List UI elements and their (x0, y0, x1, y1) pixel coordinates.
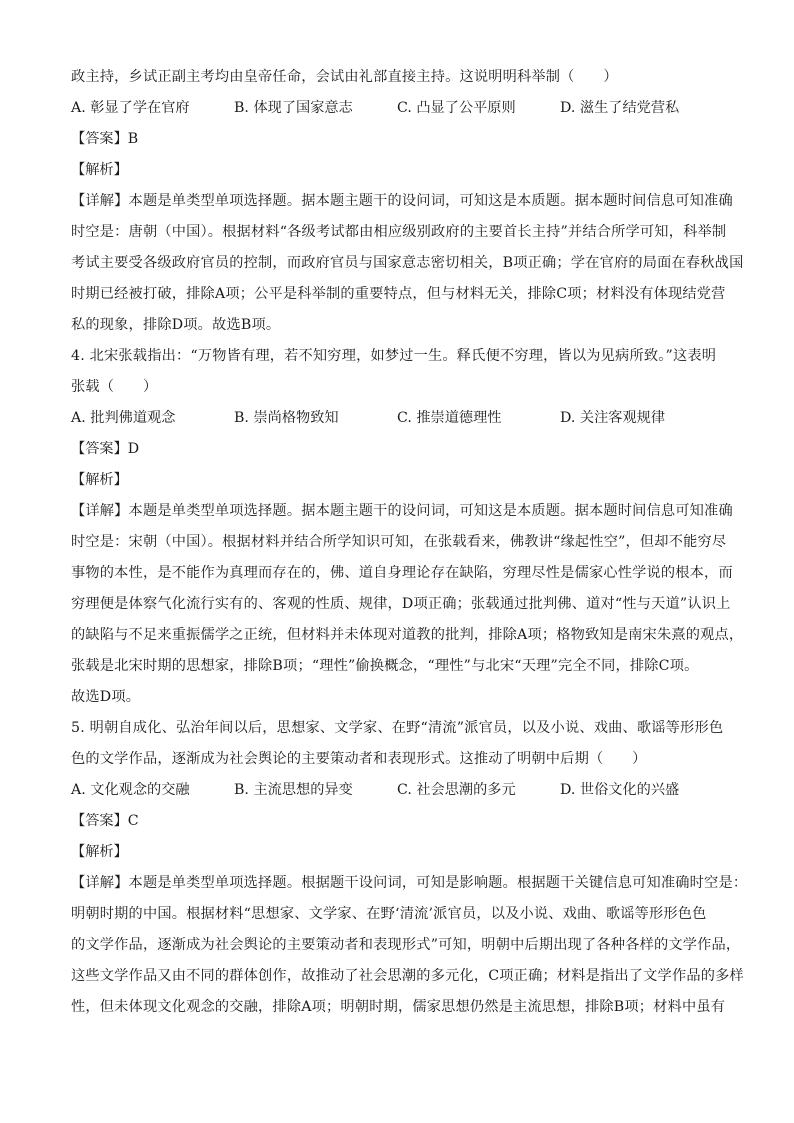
q5-detail-line: 性，但未体现文化观念的交融，排除A项；明朝时期，儒家思想仍然是主流思想，排除B项；材料中虽有 (71, 999, 726, 1015)
q4-analysis-heading: 【解析】 (71, 472, 128, 488)
q5-option-a: A. 文化观念的交融 (71, 782, 190, 798)
q5-analysis-heading: 【解析】 (71, 844, 128, 860)
q4-option-d: D. 关注客观规律 (560, 410, 666, 426)
q4-option-a: A. 批判佛道观念 (71, 410, 176, 426)
q4-detail-line: 张载是北宋时期的思想家，排除B项；“理性”偷换概念，“理性”与北宋“天理”完全不同，排除C项。 (71, 658, 699, 674)
q3-options (71, 93, 723, 124)
q3-detail-line: 时期已经被打破，排除A项；公平是科举制的重要特点，但与材料无关，排除C项；材料没有体现结党营 (71, 286, 726, 302)
q5-option-c: C. 社会思潮的多元 (397, 782, 516, 798)
q4-stem-line: 4. 北宋张载指出：“万物皆有理，若不知穷理，如梦过一生。释氏便不穷理，皆以为见病所致。”这表明 (71, 348, 717, 364)
q3-option-c: C. 凸显了公平原则 (397, 100, 516, 116)
q4-options (71, 403, 723, 434)
q4-stem-line: 张载（ ） (71, 379, 158, 395)
q5-options (71, 775, 723, 806)
q4-answer: 【答案】D (71, 441, 140, 457)
q4-detail-line: 时空是：宋朝（中国）。根据材料并结合所学知识可知，在张载看来，佛教讲“缘起性空”，但却不能穷尽 (71, 534, 727, 550)
q3-detail-line: 考试主要受各级政府官员的控制，而政府官员与国家意志密切相关，B项正确；学在官府的局面在春秋战国 (71, 255, 744, 271)
q4-detail-line: 穷理便是体察气化流行实有的、客观的性质、规律，D项正确；张载通过批判佛、道对“性与天道”认识上 (71, 596, 731, 612)
q5-detail-line: 明朝时期的中国。根据材料“思想家、文学家、在野‘清流’派官员，以及小说、戏曲、歌谣等形形色色 (71, 906, 707, 922)
q5-answer: 【答案】C (71, 813, 139, 829)
q5-detail-line: 的文学作品，逐渐成为社会舆论的主要策动者和表现形式”可知，明朝中后期出现了各种各样的文学作品， (71, 937, 741, 953)
q5-stem-line: 5. 明朝自成化、弘治年间以后，思想家、文学家、在野“清流”派官员，以及小说、戏曲、歌谣等形形色 (71, 720, 724, 736)
q5-detail-line: 【详解】本题是单类型单项选择题。根据题干设问词，可知是影响题。根据题干关键信息可知准确时空是： (71, 875, 748, 891)
q3-detail-line: 【详解】本题是单类型单项选择题。据本题主题干的设问词，可知这是本质题。据本题时间信息可知准确 (71, 193, 733, 209)
q4-detail-line: 的缺陷与不足来重振儒学之正统，但材料并未体现对道教的批判，排除A项；格物致知是南宋朱熹的观点， (71, 627, 744, 643)
q4-option-c: C. 推崇道德理性 (397, 410, 502, 426)
document-page (71, 62, 748, 1023)
q5-option-d: D. 世俗文化的兴盛 (560, 782, 680, 798)
q3-stem-line: 政主持，乡试正副主考均由皇帝任命，会试由礼部直接主持。这说明明科举制（ ） (71, 69, 618, 85)
q5-stem-line: 色的文学作品，逐渐成为社会舆论的主要策动者和表现形式。这推动了明朝中后期（ ） (71, 751, 647, 767)
q3-detail-line: 时空是：唐朝（中国）。根据材料“各级考试都由相应级别政府的主要首长主持”并结合所学可知，科举制 (71, 224, 727, 240)
q4-detail-line: 【详解】本题是单类型单项选择题。据本题主题干的设问词，可知这是本质题。据本题时间信息可知准确 (71, 503, 733, 519)
q4-detail-line: 事物的本性，是不能作为真理而存在的，佛、道自身理论存在缺陷，穷理尽性是儒家心性学说的根本，而 (71, 565, 733, 581)
q3-analysis-heading: 【解析】 (71, 162, 128, 178)
q3-option-d: D. 滋生了结党营私 (560, 100, 680, 116)
q5-detail-line: 这些文学作品又由不同的群体创作，故推动了社会思潮的多元化，C项正确；材料是指出了文学作品的多样 (71, 968, 744, 984)
q4-option-b: B. 崇尚格物致知 (234, 410, 339, 426)
q3-answer: 【答案】B (71, 131, 139, 147)
q5-option-b: B. 主流思想的异变 (234, 782, 353, 798)
q3-option-b: B. 体现了国家意志 (234, 100, 353, 116)
q3-option-a: A. 彰显了学在官府 (71, 100, 190, 116)
q3-detail-line: 私的现象，排除D项。故选B项。 (71, 317, 281, 333)
q4-detail-line: 故选D项。 (71, 689, 141, 705)
